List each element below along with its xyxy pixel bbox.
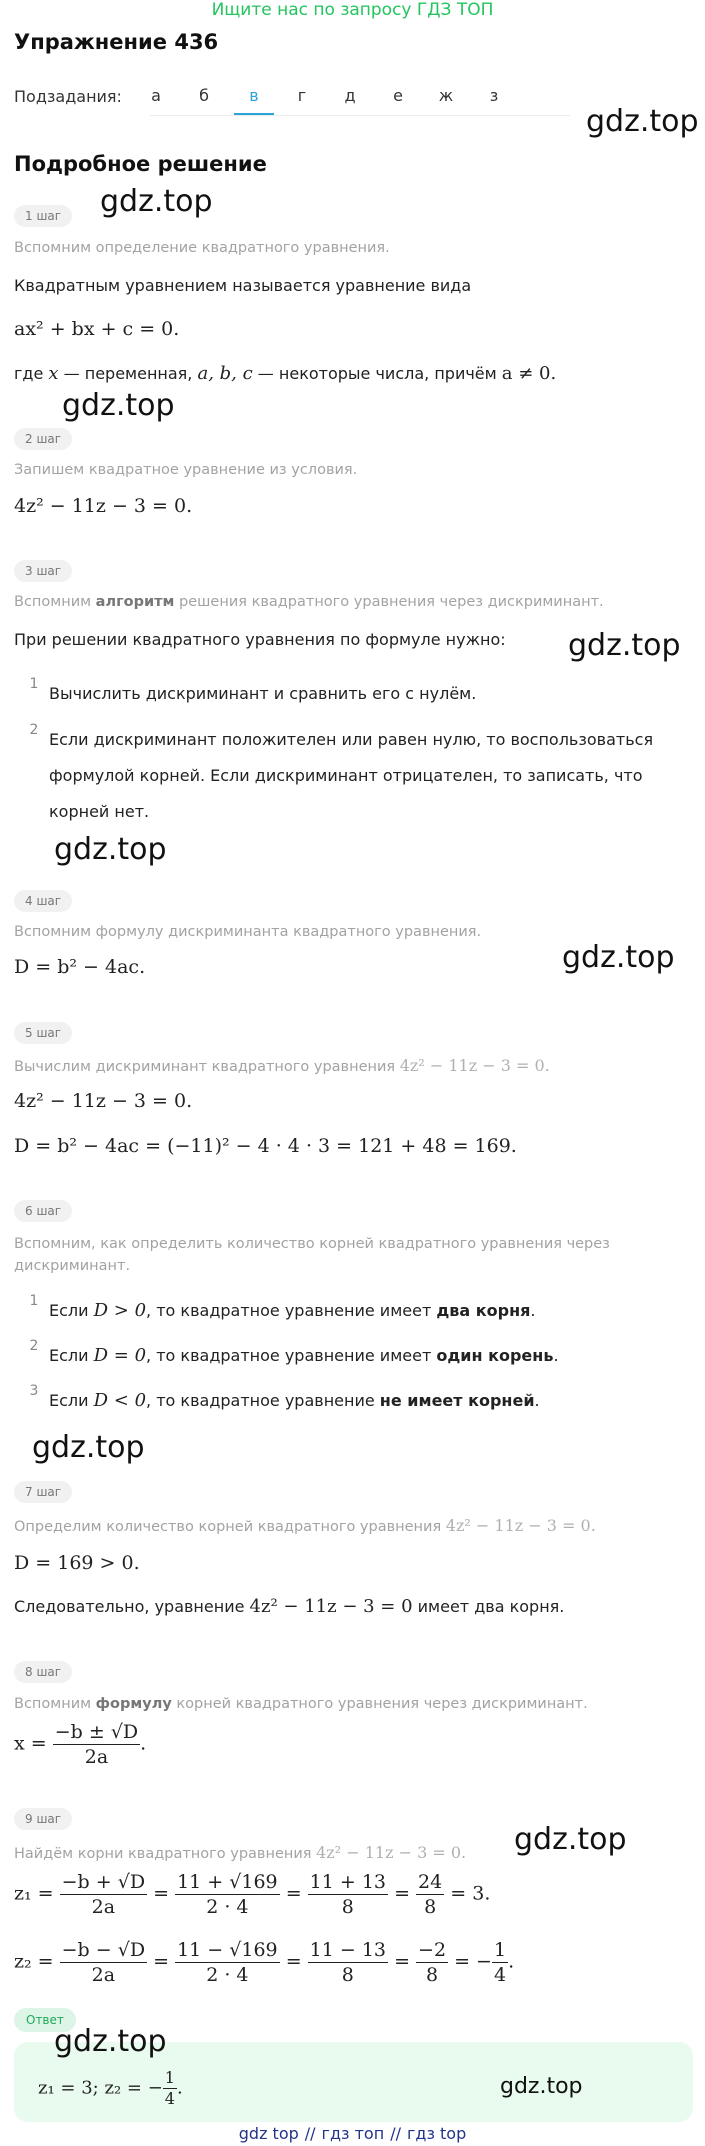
- list-item-number: 1: [29, 1293, 39, 1309]
- step-3-text: При решении квадратного уравнения по формуле нужно:: [14, 630, 506, 649]
- watermark: gdz.top: [562, 940, 675, 975]
- step-8-hint: Вспомним формулу корней квадратного уравнения через дискриминант.: [14, 1696, 588, 1712]
- subtab-g[interactable]: г: [297, 86, 307, 105]
- subtasks-label: Подзадания:: [14, 87, 122, 106]
- footer-separator: //: [304, 2124, 316, 2143]
- step-2-equation: 4z² − 11z − 3 = 0.: [14, 495, 193, 517]
- answer-badge: Ответ: [14, 2008, 76, 2032]
- footer-link[interactable]: gdz top: [238, 2124, 299, 2143]
- answer-value: z₁ = 3; z₂ = − $\frac{1}{4}$ .: [38, 2068, 183, 2108]
- footer-separator: //: [390, 2124, 401, 2143]
- step-1-where: где x — переменная, a, b, c — некоторые числа, причём a ≠ 0.: [14, 363, 557, 384]
- watermark: gdz.top: [62, 388, 175, 423]
- step-7-hint: Определим количество корней квадратного уравнения 4z² − 11z − 3 = 0.: [14, 1516, 596, 1535]
- step-4-equation: D = b² − 4ac.: [14, 956, 146, 978]
- step-badge-3: 3 шаг: [14, 560, 72, 582]
- step-7-equation: D = 169 > 0.: [14, 1552, 140, 1574]
- subtab-a[interactable]: а: [151, 86, 161, 105]
- list-item-continued: формулой корней. Если дискриминант отрицателен, то записать, что: [49, 766, 643, 785]
- subtabs-divider: [150, 115, 570, 116]
- footer-link[interactable]: гдз топ: [321, 2124, 385, 2143]
- step-5-equation-2: D = b² − 4ac = (−11)² − 4 · 4 · 3 = 121 + 48 = 169.: [14, 1135, 517, 1157]
- watermark: gdz.top: [586, 104, 699, 139]
- subtab-v-active[interactable]: в: [249, 86, 259, 105]
- list-item-number: 2: [29, 722, 39, 738]
- footer-links: [0, 2124, 705, 2143]
- list-item-number: 1: [29, 676, 39, 692]
- root-1-computation: z₁ = $\frac{-b + √D}{2a}$ = $\frac{11 + √169}{2 \cdot 4}$ = $\frac{11 + 13}{8}$ = $\frac{24}{8}$ = 3.: [14, 1871, 491, 1918]
- step-1-text: Квадратным уравнением называется уравнение вида: [14, 276, 472, 295]
- step-badge-5: 5 шаг: [14, 1022, 72, 1044]
- list-item-continued: корней нет.: [49, 802, 150, 821]
- step-badge-4: 4 шаг: [14, 890, 72, 912]
- step-badge-9: 9 шаг: [14, 1808, 72, 1830]
- step-3-hint: Вспомним алгоритм решения квадратного уравнения через дискриминант.: [14, 594, 604, 610]
- step-7-conclusion: Следовательно, уравнение 4z² − 11z − 3 = 0 имеет два корня.: [14, 1596, 565, 1617]
- subtab-d[interactable]: д: [344, 86, 356, 105]
- step-9-hint: Найдём корни квадратного уравнения 4z² − 11z − 3 = 0.: [14, 1843, 467, 1862]
- subtab-b[interactable]: б: [199, 86, 209, 105]
- watermark: gdz.top: [500, 2074, 583, 2099]
- step-5-equation-1: 4z² − 11z − 3 = 0.: [14, 1090, 193, 1112]
- step-8-formula: x = $\frac{-b \pm √D}{2a}$ .: [14, 1721, 147, 1768]
- list-item: Если дискриминант положителен или равен нулю, то воспользоваться: [49, 730, 654, 749]
- list-item: Если D > 0, то квадратное уравнение имеет два корня.: [49, 1300, 536, 1321]
- watermark: gdz.top: [32, 1430, 145, 1465]
- step-badge-6: 6 шаг: [14, 1200, 72, 1222]
- watermark: gdz.top: [100, 184, 213, 219]
- footer-link[interactable]: гдз top: [406, 2124, 467, 2143]
- subtab-e[interactable]: е: [393, 86, 403, 105]
- step-badge-1: 1 шаг: [14, 205, 72, 227]
- list-item-number: 3: [29, 1383, 39, 1399]
- step-6-hint-line-1: Вспомним, как определить количество корней квадратного уравнения через: [14, 1236, 610, 1252]
- step-badge-7: 7 шаг: [14, 1481, 72, 1503]
- subtab-zh[interactable]: ж: [438, 86, 454, 105]
- list-item: Вычислить дискриминант и сравнить его с нулём.: [49, 684, 477, 703]
- step-badge-8: 8 шаг: [14, 1661, 72, 1683]
- subtab-active-indicator: [234, 113, 274, 115]
- watermark: gdz.top: [54, 832, 167, 867]
- step-6-hint-line-2: дискриминант.: [14, 1258, 131, 1274]
- page-title: Упражнение 436: [14, 30, 219, 54]
- section-title: Подробное решение: [14, 152, 267, 176]
- step-badge-2: 2 шаг: [14, 428, 72, 450]
- root-2-computation: z₂ = $\frac{-b - √D}{2a}$ = $\frac{11 - √169}{2 \cdot 4}$ = $\frac{11 - 13}{8}$ = $\frac{-2}{8}$ = − $\frac{1}{4}$ .: [14, 1939, 515, 1986]
- top-banner: Ищите нас по запросу ГДЗ ТОП: [211, 0, 494, 20]
- step-2-hint: Запишем квадратное уравнение из условия.: [14, 462, 358, 478]
- list-item: Если D < 0, то квадратное уравнение не имеет корней.: [49, 1390, 540, 1411]
- step-1-equation: ax² + bx + c = 0.: [14, 318, 180, 340]
- list-item: Если D = 0, то квадратное уравнение имеет один корень.: [49, 1345, 559, 1366]
- list-item-number: 2: [29, 1338, 39, 1354]
- watermark: gdz.top: [568, 628, 681, 663]
- step-5-hint: Вычислим дискриминант квадратного уравнения 4z² − 11z − 3 = 0.: [14, 1056, 550, 1075]
- watermark: gdz.top: [514, 1822, 627, 1857]
- step-1-hint: Вспомним определение квадратного уравнения.: [14, 240, 390, 256]
- watermark: gdz.top: [54, 2024, 167, 2059]
- subtab-z[interactable]: з: [489, 86, 499, 105]
- step-4-hint: Вспомним формулу дискриминанта квадратного уравнения.: [14, 924, 482, 940]
